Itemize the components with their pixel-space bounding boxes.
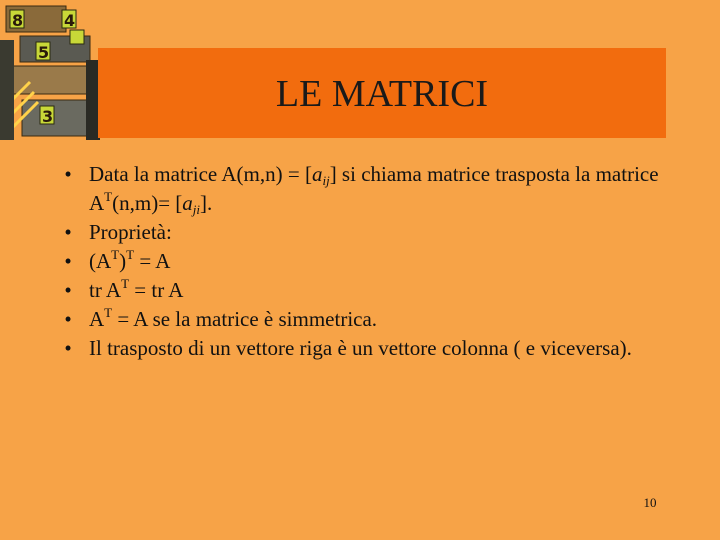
bullet-item: [60, 305, 680, 334]
superscript: T: [104, 189, 113, 204]
bullet-text: A: [89, 307, 105, 331]
bullet-icon: •: [64, 336, 72, 360]
title-banner: [98, 48, 666, 138]
bullet-text: = tr A: [129, 278, 184, 302]
superscript: T: [111, 247, 120, 262]
slide-title: LE MATRICI: [275, 73, 489, 115]
element-symbol: a: [311, 162, 323, 186]
bullet-text: (n,m)= [: [112, 191, 183, 215]
svg-text:3: 3: [42, 107, 54, 126]
bullet-text: ): [119, 249, 127, 273]
bullet-icon: •: [64, 249, 72, 273]
bullet-text: = A se la matrice è simmetrica.: [112, 307, 378, 331]
bullet-item: [60, 247, 680, 276]
bullet-text: (A: [89, 249, 112, 273]
bullet-text: Il trasposto di un vettore riga è un vettore colonna ( e viceversa).: [89, 336, 632, 360]
bullet-icon: •: [64, 307, 72, 331]
bullet-text: = A: [134, 249, 171, 273]
bullet-text: = [: [282, 162, 312, 186]
bullet-text: ] si chiama matrice trasposta la matrice A: [89, 162, 659, 215]
bullet-text: ].: [200, 191, 213, 215]
matrix-symbol: A(m,n): [221, 162, 283, 186]
bullet-item: [60, 218, 680, 247]
svg-text:8: 8: [12, 11, 24, 30]
subscript: ji: [192, 202, 201, 217]
superscript: T: [121, 276, 130, 291]
matrix-logo-icon: [0, 0, 100, 145]
bullet-item: [60, 276, 680, 305]
element-symbol: a: [182, 191, 193, 215]
bullet-list: [60, 160, 680, 363]
svg-text:4: 4: [64, 11, 76, 30]
superscript: T: [104, 305, 113, 320]
bullet-text: Data la matrice: [89, 162, 222, 186]
bullet-item: [60, 160, 680, 218]
bullet-text: tr A: [89, 278, 122, 302]
bullet-icon: •: [64, 220, 72, 244]
bullet-icon: •: [64, 278, 72, 302]
page-number: 10: [643, 495, 657, 510]
svg-text:5: 5: [38, 43, 50, 62]
bullet-text: Proprietà:: [89, 220, 172, 244]
subscript: ij: [322, 173, 330, 188]
superscript: T: [126, 247, 135, 262]
bullet-icon: •: [64, 162, 72, 186]
bullet-item: [60, 334, 680, 363]
